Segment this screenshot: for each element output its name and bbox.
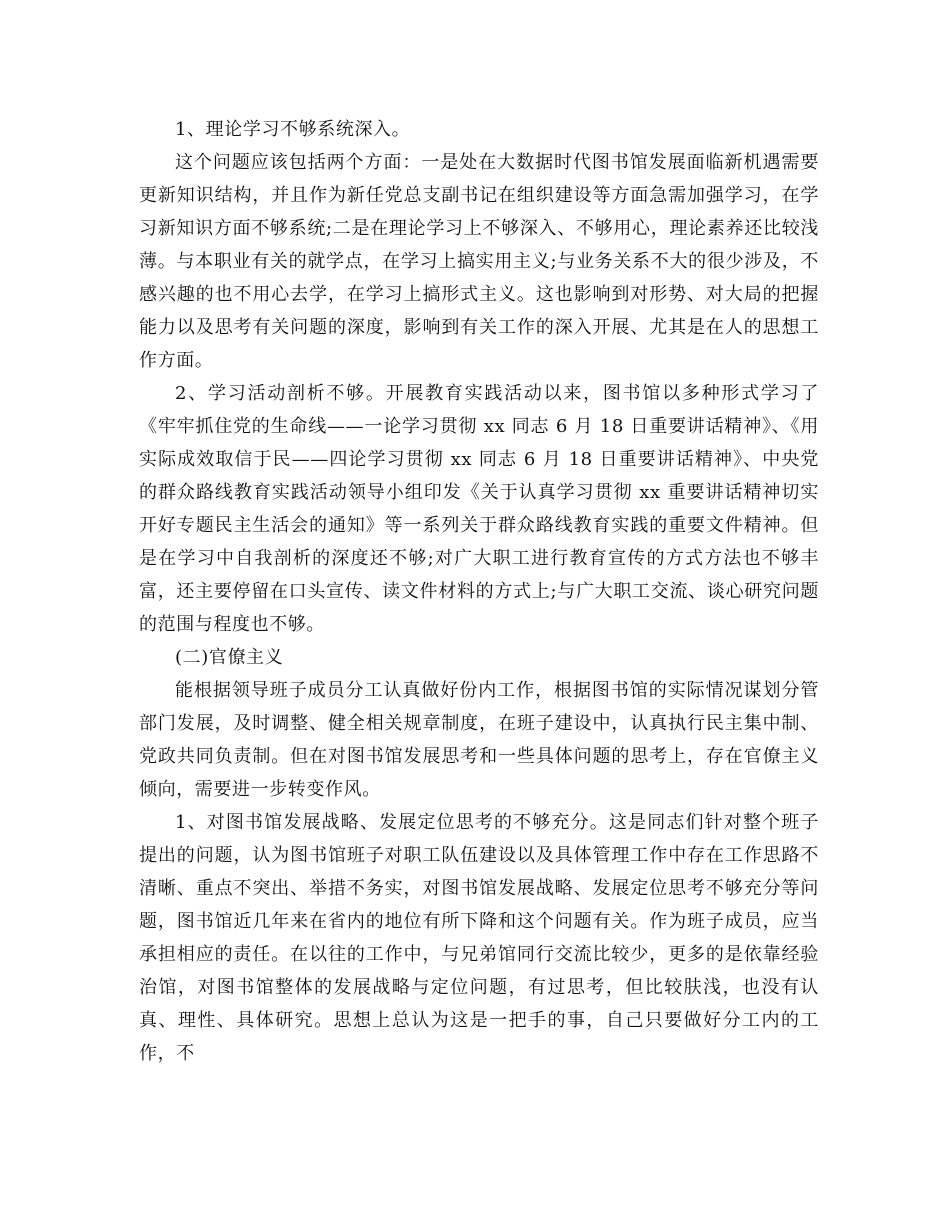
paragraph-development-strategy: 1、对图书馆发展战略、发展定位思考的不够充分。这是同志们针对整个班子提出的问题，认为图书馆班子对职工队伍建设以及具体管理工作中存在工作思路不清晰、重点不突出、举措不务实，对图书馆发展战略、发展定位思考不够充分等问题，图书馆近几年来在省内的地位有所下降和这个问题有关。作为班子成员，应当承担相应的责任。在以往的工作中，与兄弟馆同行交流比较少，更多的是依靠经验治馆，对图书馆整体的发展战略与定位问题，有过思考，但比较肤浅，也没有认真、理性、具体研究。思想上总认为这是一把手的事，自己只要做好分工内的工作，不 — [139, 812, 819, 1064]
paragraph-heading-theory-study: 1、理论学习不够系统深入。 — [175, 119, 411, 140]
paragraph-theory-study-body: 这个问题应该包括两个方面：一是处在大数据时代图书馆发展面临新机遇需要更新知识结构，并且作为新任党总支副书记在组织建设等方面急需加强学习，在学习新知识方面不够系统;二是在理论学习上不够深入、不够用心，理论素养还比较浅薄。与本职业有关的就学点，在学习上搞实用主义;与业务关系不大的很少涉及，不感兴趣的也不用心去学，在学习上搞形式主义。这也影响到对形势、对大局的把握能力以及思考有关问题的深度，影响到有关工作的深入开展、尤其是在人的思想工作方面。 — [139, 152, 819, 371]
document-page — [139, 113, 819, 1070]
paragraph-bureaucracy-intro: 能根据领导班子成员分工认真做好份内工作，根据图书馆的实际情况谋划分管部门发展，及时调整、健全相关规章制度，在班子建设中，认真执行民主集中制、党政共同负责制。但在对图书馆发展思考和一些具体问题的思考上，存在官僚主义倾向，需要进一步转变作风。 — [139, 680, 819, 800]
section-heading-bureaucracy: (二)官僚主义 — [175, 647, 284, 668]
paragraph-study-activity: 2、学习活动剖析不够。开展教育实践活动以来，图书馆以多种形式学习了《牢牢抓住党的生命线——一论学习贯彻 xx 同志 6 月 18 日重要讲话精神》、《用实际成效取信于民——四论学习贯彻 xx 同志 6 月 18 日重要讲话精神》、中央党的群众路线教育实践活动领导小组印发《关于认真学习贯彻 xx 重要讲话精神切实开好专题民主生活会的通知》等一系列关于群众路线教育实践的重要文件精神。但是在学习中自我剖析的深度还不够;对广大职工进行教育宣传的方式方法也不够丰富，还主要停留在口头宣传、读文件材料的方式上;与广大职工交流、谈心研究问题的范围与程度也不够。 — [139, 383, 819, 635]
